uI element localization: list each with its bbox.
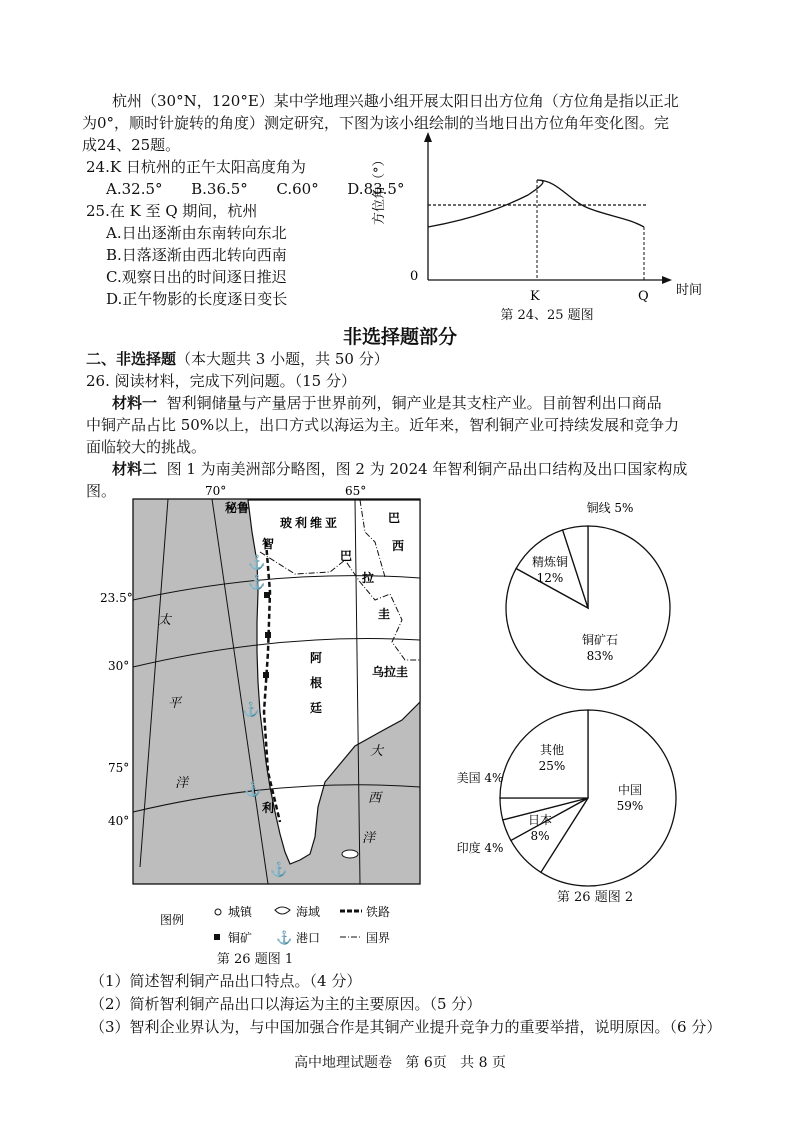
q24-options: A.32.5° B.36.5° C.60° D.83.5° — [106, 180, 405, 198]
pie-label-铜矿石: 83% — [586, 649, 614, 663]
argentina-label-3: 廷 — [310, 701, 323, 715]
sea-island — [342, 850, 358, 858]
pie-label-日本: 8% — [530, 829, 550, 843]
material-1-label: 材料一 — [112, 394, 158, 412]
paraguay-label-2: 拉 — [362, 571, 375, 585]
legend-rail: 铁路 — [366, 905, 391, 919]
q25-stem: 25.在 K 至 Q 期间，杭州 — [86, 202, 258, 220]
export-structure-pie — [506, 500, 670, 690]
q26-material-2-line-2: 图。 — [86, 482, 117, 500]
pie-label-其他: 25% — [538, 759, 566, 773]
pie-label-日本: 日本 — [527, 813, 553, 827]
svg-text:⚓: ⚓ — [248, 555, 266, 571]
y-axis-arrow — [424, 132, 432, 142]
material-1-text-1: 智利铜储量与产量居于世界前列，铜产业是其支柱产业。目前智利出口商品 — [166, 394, 662, 412]
legend-mine: 铜矿 — [228, 931, 253, 945]
q25-option-b: B.日落逐渐由西北转向西南 — [106, 246, 287, 264]
legend-border: 国界 — [366, 931, 391, 945]
paraguay-label-3: 圭 — [378, 607, 391, 621]
pie-label-其他: 其他 — [539, 743, 565, 757]
q26-sub-1: （1）简述智利铜产品出口特点。（4 分） — [90, 972, 362, 990]
lat-30-label: 30° — [108, 659, 130, 673]
peru-label: 秘鲁 — [225, 501, 250, 515]
chile-label-1: 智 — [262, 537, 275, 551]
pie-label-精炼铜: 12% — [536, 571, 564, 585]
legend-port: 港口 — [296, 931, 321, 945]
azimuth-curve — [428, 180, 644, 227]
legend-title: 图例 — [160, 913, 185, 927]
argentina-label-2: 根 — [310, 676, 323, 690]
pie-charts — [440, 496, 760, 896]
section-header — [86, 348, 389, 370]
pacific-label-1: 太 — [158, 613, 172, 628]
atlantic-label-3: 洋 — [362, 831, 376, 846]
q26-material-2-line-1 — [112, 458, 687, 480]
lon-70-label: 70° — [205, 484, 227, 498]
section-title: 非选择题部分 — [342, 326, 457, 348]
argentina-label-1: 阿 — [310, 651, 323, 665]
south-america-map — [100, 482, 430, 962]
section-header-label: 二、非选择题 — [86, 350, 177, 368]
azimuth-chart-caption: 第 24、25 题图 — [500, 308, 594, 323]
pie-label-铜线: 铜线 5% — [586, 501, 634, 515]
q26-sub-3: （3）智利企业界认为，与中国加强合作是其铜产业提升竞争力的重要举措，说明原因。（6 分） — [90, 1018, 722, 1036]
paraguay-label-1: 巴 — [340, 549, 353, 563]
q25-option-c: C.观察日出的时间逐日推迟 — [106, 268, 287, 286]
pie-label-美国: 美国 4% — [456, 771, 504, 785]
legend-port-symbol: ⚓ — [276, 931, 293, 946]
lon-65-label: 65° — [345, 484, 367, 498]
material-2-text-1: 图 1 为南美洲部分略图，图 2 为 2024 年智利铜产品出口结构及出口国家构成 — [166, 460, 688, 478]
chile-label-2: 利 — [262, 801, 275, 815]
pie-label-中国: 中国 — [617, 783, 643, 797]
y-axis-label: 方位角（°） — [372, 153, 387, 225]
lat-40-label: 40° — [108, 814, 130, 828]
pie-label-铜矿石: 铜矿石 — [581, 633, 619, 647]
pie-label-印度: 印度 4% — [456, 841, 504, 855]
brazil-label-2: 西 — [392, 539, 405, 553]
legend-mine-symbol — [214, 934, 220, 940]
q26-material-1-line-3: 面临较大的挑战。 — [86, 438, 207, 456]
atlantic-label-1: 大 — [370, 744, 384, 759]
x-axis-label: 时间 — [676, 283, 703, 298]
legend-town-symbol — [215, 909, 221, 915]
lon-75-label: 75° — [108, 761, 130, 775]
brazil-label-1: 巴 — [388, 511, 401, 525]
pacific-label-2: 平 — [168, 696, 182, 711]
q26-material-1-line-2: 中铜产品占比 50%以上，出口方式以海运为主。近年来，智利铜产业可持续发展和竞争力 — [86, 416, 680, 434]
svg-text:⚓: ⚓ — [244, 782, 262, 798]
q26-stem: 26. 阅读材料，完成下列问题。（15 分） — [86, 372, 356, 390]
intro-line-3: 成24、25题。 — [82, 136, 181, 154]
export-country-pie — [457, 710, 676, 886]
q-label: Q — [638, 289, 649, 304]
q25-option-a: A.日出逐渐由东南转向东北 — [106, 224, 287, 242]
k-label: K — [530, 289, 540, 304]
uruguay-label: 乌拉圭 — [372, 665, 409, 679]
azimuth-chart — [372, 130, 708, 330]
bolivia-label: 玻利维亚 — [280, 516, 341, 530]
svg-text:⚓: ⚓ — [242, 702, 260, 718]
q25-option-d: D.正午物影的长度逐日变长 — [106, 290, 288, 308]
origin-label: 0 — [410, 269, 419, 284]
q26-material-1-line-1 — [112, 392, 662, 414]
atlantic-label-2: 西 — [368, 791, 382, 806]
intro-line-1: 杭州（30°N，120°E）某中学地理兴趣小组开展太阳日出方位角（方位角是指以正北 — [112, 92, 679, 110]
legend-sea-symbol — [275, 907, 290, 914]
q24-stem: 24.K 日杭州的正午太阳高度角为 — [86, 158, 306, 176]
material-2-label: 材料二 — [112, 460, 158, 478]
pie-caption: 第 26 题图 2 — [556, 890, 634, 905]
svg-text:⚓: ⚓ — [248, 575, 266, 591]
x-axis-arrow — [662, 276, 672, 284]
page-footer: 高中地理试题卷 第 6页 共 8 页 — [294, 1055, 506, 1071]
section-header-note: （本大题共 3 小题，共 50 分） — [176, 350, 389, 368]
legend-town: 城镇 — [228, 905, 253, 919]
intro-line-2: 为0°，顺时针旋转的角度）测定研究，下图为该小组绘制的当地日出方位角年变化图。完 — [82, 114, 670, 132]
legend-sea: 海域 — [296, 905, 321, 919]
map-caption: 第 26 题图 1 — [216, 952, 294, 967]
lat-23-label: 23.5° — [100, 591, 133, 605]
pacific-label-3: 洋 — [175, 776, 189, 791]
q26-sub-2: （2）简析智利铜产品出口以海运为主的主要原因。（5 分） — [90, 995, 482, 1013]
pie-label-精炼铜: 精炼铜 — [531, 555, 569, 569]
pie-label-中国: 59% — [616, 799, 644, 813]
svg-text:⚓: ⚓ — [270, 862, 288, 878]
